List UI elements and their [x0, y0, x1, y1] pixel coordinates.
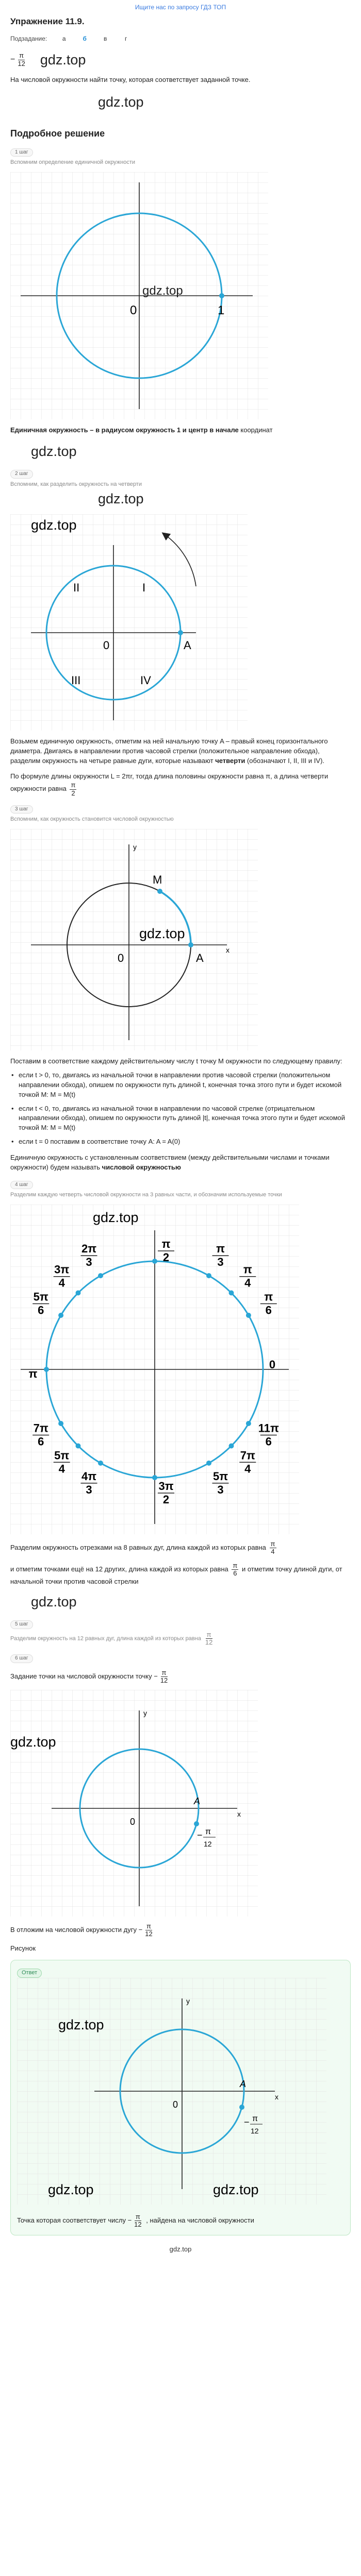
circle-point	[44, 1367, 49, 1372]
circle-point	[98, 1461, 103, 1466]
step-3-text-2: Единичную окружность с установленным соответствием (между действительными числами и точками окружности) будем называть числовой окружностью	[10, 1154, 330, 1171]
step-4-caption: Разделим каждую четверть числовой окружности на 3 равных части, и обозначим используемые точки	[10, 1192, 282, 1198]
watermark-in-figure: gdz.top	[10, 1734, 56, 1750]
A-label: A	[184, 638, 191, 652]
quadrant-II: II	[73, 581, 80, 594]
quadrant-I: I	[142, 581, 146, 594]
circle-label-num: 3π	[158, 1480, 174, 1493]
circle-label-num: 7π	[33, 1421, 48, 1435]
circle-point	[229, 1444, 234, 1449]
circle-label-den: 4	[244, 1462, 251, 1476]
step-2-text-2: По формуле длины окружности L = 2πr, тогда длина половины окружности равна π, а длина четверти окружности равна $\frac{\pi}{2}$	[10, 772, 329, 797]
circle-label-den: 2	[162, 1493, 170, 1506]
circle-point	[152, 1475, 157, 1480]
point-sign: −	[197, 1829, 203, 1840]
A-label: A	[194, 1795, 201, 1806]
footer-watermark: gdz.top	[169, 2245, 192, 2253]
circle-label-den: 6	[38, 1435, 44, 1448]
watermark-in-answer-2: gdz.top	[48, 2181, 94, 2197]
step-5-badge: 5 шаг	[10, 1620, 33, 1629]
circle-point	[206, 1273, 211, 1278]
grid-background	[10, 1690, 258, 1917]
point-minus-pi-12	[194, 1821, 199, 1826]
step-3-bullets	[10, 1071, 351, 1147]
circle-point	[152, 1259, 157, 1264]
y-axis-label: y	[143, 1708, 147, 1717]
circle-label-num: 2π	[81, 1242, 97, 1256]
step-3-text-1: Поставим в соответствие каждому действительному числу t точку M окружности по следующему правилу:	[10, 1057, 342, 1065]
step-1-caption: Вспомним определение единичной окружности	[10, 159, 136, 166]
watermark-2: gdz.top	[98, 94, 144, 110]
circle-label-den: 3	[86, 1483, 92, 1496]
circle-label-den: 4	[58, 1276, 65, 1290]
x-axis-label: x	[237, 1809, 241, 1818]
exercise-title: Упражнение 11.9.	[10, 16, 85, 26]
origin-label: 0	[130, 1816, 136, 1827]
figure-number-circle	[10, 1205, 351, 1534]
watermark-in-answer-3: gdz.top	[213, 2181, 259, 2197]
circle-label-num: 0	[269, 1358, 276, 1371]
step-2-caption: Вспомним, как разделить окружность на четверти	[10, 481, 142, 487]
circle-point	[229, 1291, 234, 1296]
step-1-badge: 1 шаг	[10, 148, 33, 157]
circle-label-den: 4	[58, 1462, 65, 1476]
x-axis-label: x	[226, 946, 229, 955]
step-2-badge: 2 шаг	[10, 470, 33, 479]
watermark-3: gdz.top	[31, 444, 77, 460]
circle-label-den: 6	[265, 1303, 272, 1317]
circle-point	[98, 1273, 103, 1278]
watermark-1: gdz.top	[40, 52, 86, 67]
circle-label-num: 11π	[258, 1421, 279, 1435]
solution-title: Подробное решение	[10, 128, 105, 139]
circle-point	[58, 1313, 63, 1318]
watermark-in-answer: gdz.top	[58, 2016, 104, 2032]
quadrant-III: III	[71, 673, 81, 687]
point-M	[157, 889, 162, 894]
step-4-text-1: Разделим окружность отрезками на 8 равных дуг, длина каждой из которых равна $\frac{\pi}{4}$	[10, 1540, 275, 1556]
circle-point	[76, 1291, 81, 1296]
M-label: M	[153, 873, 162, 887]
y-axis-label: y	[186, 1996, 190, 2005]
watermark-in-figure: gdz.top	[93, 1210, 139, 1226]
step-6-badge: 6 шаг	[10, 1654, 33, 1663]
circle-label-den: 3	[86, 1256, 92, 1269]
origin-label: 0	[173, 2099, 178, 2110]
step-4-text-2: и отметим точками ещё на 12 других, длина каждой из которых равна $\frac{\pi}{6}$ и отметим точку длиной дуги, от начальной точки против часовой стрелки	[10, 1561, 342, 1586]
circle-label-num: π	[161, 1238, 171, 1251]
point-A	[188, 942, 193, 947]
circle-label-num: 4π	[81, 1469, 97, 1483]
circle-label-den: 2	[162, 1251, 170, 1264]
step-6-text-3: Рисунок	[10, 1944, 36, 1953]
step-3-badge: 3 шаг	[10, 805, 33, 814]
watermark-4: gdz.top	[98, 490, 144, 506]
figure-point-M	[10, 829, 351, 1050]
circle-label-num: π	[216, 1242, 225, 1256]
point-one	[219, 293, 224, 298]
subtask-b[interactable]: б	[83, 35, 87, 42]
task-text: На числовой окружности найти точку, которая соответствует заданной точке.	[10, 75, 251, 83]
A-label: A	[240, 2078, 247, 2089]
task-fraction: − $\frac{\pi}{12}$	[10, 52, 25, 67]
unit-circle-figure	[10, 172, 268, 419]
grid-background	[10, 829, 258, 1050]
figure-point-minus-pi-12	[10, 1690, 351, 1917]
step-4-badge: 4 шаг	[10, 1181, 33, 1190]
answer-badge: Ответ	[17, 1969, 42, 1978]
A-label: A	[196, 952, 204, 965]
step-6-text-1: Задание точки на числовой окружности точку − $\frac{\pi}{12}$	[10, 1668, 168, 1685]
circle-point	[76, 1444, 81, 1449]
step-6-text-2: В отложим на числовой окружности дугу − $\frac{\pi}{12}$	[10, 1922, 153, 1938]
top-search-link[interactable]: Ищите нас по запросу ГДЗ ТОП	[135, 4, 226, 11]
point-M-figure	[10, 829, 258, 1050]
step-1-text: Единичная окружность – в радиусом окружность 1 и центр в начале координат	[10, 426, 273, 434]
subtask-v[interactable]: в	[104, 35, 107, 42]
circle-label	[269, 1358, 275, 1371]
answer-num: π	[252, 2114, 258, 2123]
circle-point	[206, 1461, 211, 1466]
point-A	[178, 630, 183, 635]
answer-den: 12	[251, 2126, 259, 2135]
watermark-in-figure: gdz.top	[31, 517, 77, 533]
circle-label-num: 3π	[54, 1263, 70, 1276]
subtask-selector	[10, 33, 351, 45]
point-num: π	[205, 1827, 211, 1836]
subtask-label: Подзадание:	[10, 35, 47, 42]
figure-unit-circle	[10, 172, 351, 419]
circle-point	[246, 1313, 251, 1318]
circle-label-num: 5π	[54, 1449, 70, 1462]
point-den: 12	[204, 1839, 212, 1848]
answer-figure	[17, 1978, 326, 2205]
circle-label-num: 7π	[240, 1449, 255, 1462]
watermark-5: gdz.top	[31, 1594, 77, 1610]
one-label: 1	[218, 303, 225, 318]
answer-text: Точка которая соответствует числу − $\frac{\pi}{12}$ , найдена на числовой окружности	[17, 2213, 254, 2229]
step-5-caption: Разделим окружность на 12 равных дуг, длина каждой из которых равна $\frac{\pi}{12}$	[10, 1630, 213, 1647]
watermark-in-figure: gdz.top	[142, 284, 183, 298]
step-3-caption: Вспомним, как окружность становится числовой окружностью	[10, 816, 174, 823]
circle-label-den: 4	[244, 1276, 251, 1290]
circle-label-num: π	[243, 1263, 252, 1276]
watermark-in-figure: gdz.top	[139, 926, 185, 942]
circle-point	[58, 1421, 63, 1426]
circle-label-num: 5π	[33, 1290, 48, 1303]
quadrant-IV: IV	[140, 673, 151, 687]
quarters-figure	[10, 514, 248, 731]
circle-label-den: 6	[38, 1303, 44, 1317]
circle-label-den: 3	[217, 1483, 224, 1496]
circle-label-den: 3	[217, 1256, 224, 1269]
circle-label-num: π	[264, 1290, 273, 1303]
number-circle-figure	[10, 1205, 299, 1534]
step-2-text-1: Возьмем единичную окружность, отметим на ней начальную точку A – правый конец горизонтального диаметра. Двигаясь в направлении против часовой стрелки (положительное направление обхода), разделим окружность на четыре равные дуги, которые называют четверти (обозначают I, II, III и IV).	[10, 737, 328, 765]
origin-label: 0	[118, 952, 124, 965]
answer-point	[239, 2105, 244, 2110]
answer-box	[10, 1960, 351, 2235]
origin-label: 0	[130, 303, 137, 318]
figure-quarters	[10, 514, 351, 731]
circle-label-num: π	[28, 1367, 38, 1381]
bullet-zero: • если t = 0 поставим в соответствие точку A: A = A(0)	[10, 1137, 351, 1147]
circle-label-den: 6	[265, 1435, 272, 1448]
bullet-positive: • если t > 0, то, двигаясь из начальной точки в направлении против часовой стрелки (положительном направлении обхода), опишем по окружности путь длиной t, конечная точка этого пути и будет искомой точкой M: M = M(t)	[10, 1071, 351, 1100]
y-axis-label: y	[133, 843, 137, 852]
point-figure	[10, 1690, 258, 1917]
circle-point	[246, 1421, 251, 1426]
circle-label	[29, 1367, 38, 1380]
subtask-a[interactable]: а	[62, 35, 66, 42]
circle-label-num: 5π	[212, 1469, 228, 1483]
answer-sign: −	[244, 2116, 250, 2127]
x-axis-label: x	[275, 2092, 278, 2101]
origin-label: 0	[103, 638, 110, 652]
subtask-g[interactable]: г	[125, 35, 127, 42]
bullet-negative: • если t < 0, то, двигаясь из начальной точки в направлении по часовой стрелке (отрицательном направлении обхода), опишем по окружности путь длиной |t|, конечная точка этого пути и будет искомой точкой M: M = M(t)	[10, 1104, 351, 1133]
